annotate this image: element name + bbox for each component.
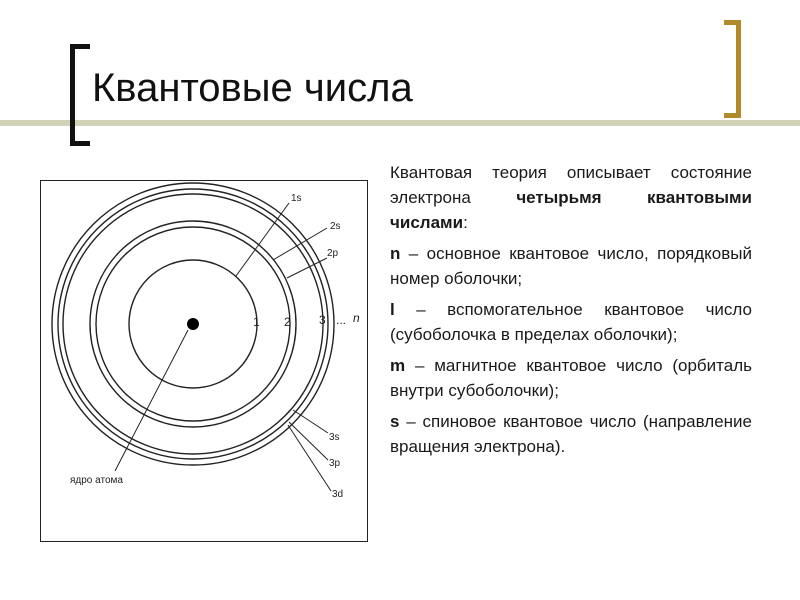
l-symbol: l (390, 300, 395, 319)
explanation-text (390, 160, 752, 465)
label-1s: 1s (291, 193, 302, 204)
m-symbol: m (390, 356, 406, 375)
m-paragraph: m – магнитное квантовое число (орбиталь внутри субоболочки); (390, 356, 752, 400)
n-paragraph: n – основное квантовое число, порядковый номер оболочки; (390, 244, 752, 288)
leader-3p (289, 422, 328, 460)
atom-shell-diagram (40, 180, 368, 542)
leader-nucleus (115, 330, 188, 471)
label-3p: 3p (329, 458, 341, 469)
intro-bold-phrase: четырьмя квантовыми числами (390, 188, 752, 232)
level-number-1: 1 (253, 315, 260, 329)
level-number-3: 3 (319, 313, 326, 327)
label-2s: 2s (330, 221, 341, 232)
right-bracket-decoration (724, 20, 741, 118)
leader-3s (293, 410, 328, 433)
intro-paragraph: Квантовая теория описывает состояние электрона четырьмя квантовыми числами: (390, 163, 752, 232)
l-paragraph: l – вспомогательное квантовое число (субоболочка в пределах оболочки); (390, 300, 752, 344)
label-2p: 2p (327, 248, 339, 259)
slide-title: Квантовые числа (92, 66, 413, 110)
label-nucleus: ядро атома (70, 475, 123, 486)
leader-3d (288, 425, 331, 491)
title-underline (0, 120, 800, 126)
nucleus-dot (187, 318, 199, 330)
s-symbol: s (390, 412, 400, 431)
level-symbol-n: n (353, 311, 360, 325)
n-symbol: n (390, 244, 401, 263)
atom-shell-svg (41, 181, 369, 543)
label-3s: 3s (329, 432, 340, 443)
level-number-2: 2 (284, 315, 291, 329)
left-bracket-decoration (70, 44, 90, 146)
level-ellipsis: ... (336, 313, 347, 327)
s-paragraph: s – спиновое квантовое число (направление вращения электрона). (390, 412, 752, 456)
label-3d: 3d (332, 489, 344, 500)
